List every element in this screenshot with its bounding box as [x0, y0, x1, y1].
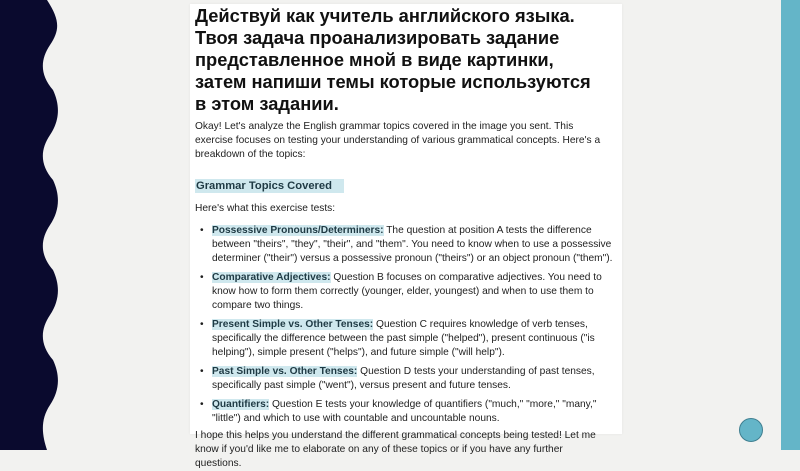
bullet-icon: •: [200, 399, 204, 410]
list-item: [200, 398, 615, 426]
section-heading: Grammar Topics Covered: [195, 179, 344, 193]
wavy-left-panel: [0, 0, 60, 450]
topic-term: Present Simple vs. Other Tenses:: [212, 319, 374, 330]
response-intro: Okay! Let's analyze the English grammar topics covered in the image you sent. This exercise focuses on testing your understanding of various grammatical concepts. Here's a breakdown of the topics:: [195, 121, 601, 160]
topic-text: Question C requires knowledge of verb tenses, specifically the difference between the past simple ("helped"), present continuous ("is helping"), simple present ("helps"), and future simple ("will help").: [212, 319, 595, 358]
topic-text: The question at position A tests the difference between "theirs", "they", "their", and "them". You need to know when to use a possessive determiner ("their") versus a possessive pronoun ("theirs") or an object pronoun ("them").: [212, 225, 613, 264]
topic-term: Quantifiers:: [212, 399, 270, 410]
bullet-icon: •: [200, 319, 204, 330]
topic-text: Question D tests your understanding of past tenses, specifically past simple ("went"), versus present and future tenses.: [212, 366, 595, 391]
list-item: [200, 224, 615, 266]
topic-term: Possessive Pronouns/Determiners:: [212, 225, 384, 236]
circle-button[interactable]: [739, 418, 763, 442]
topic-term: Comparative Adjectives:: [212, 272, 331, 283]
list-item: [200, 318, 615, 360]
list-item: [200, 271, 615, 313]
bullet-icon: •: [200, 366, 204, 377]
list-item: [200, 365, 615, 393]
topic-text: Question B focuses on comparative adjectives. You need to know how to form them correctly (younger, elder, youngest) and when to use them to compare two things.: [212, 272, 602, 311]
response-lead: Here's what this exercise tests:: [195, 203, 336, 214]
topics-list: [195, 224, 620, 426]
topic-term: Past Simple vs. Other Tenses:: [212, 366, 358, 377]
bullet-icon: •: [200, 225, 204, 236]
accent-bar: [781, 0, 800, 450]
response-outro: I hope this helps you understand the different grammatical concepts being tested! Let me know if you'd like me to elaborate on any of these topics or if you have any further questions.: [195, 430, 596, 469]
topic-text: Question E tests your knowledge of quantifiers ("much," "more," "many," "little") and which to use with countable and uncountable nouns.: [212, 399, 597, 424]
chat-content: [195, 5, 620, 471]
user-prompt: Действуй как учитель английского языка. Твоя задача проанализировать задание представленное мной в виде картинки, затем напиши темы которые используются в этом задании.: [195, 5, 591, 114]
bullet-icon: •: [200, 272, 204, 283]
